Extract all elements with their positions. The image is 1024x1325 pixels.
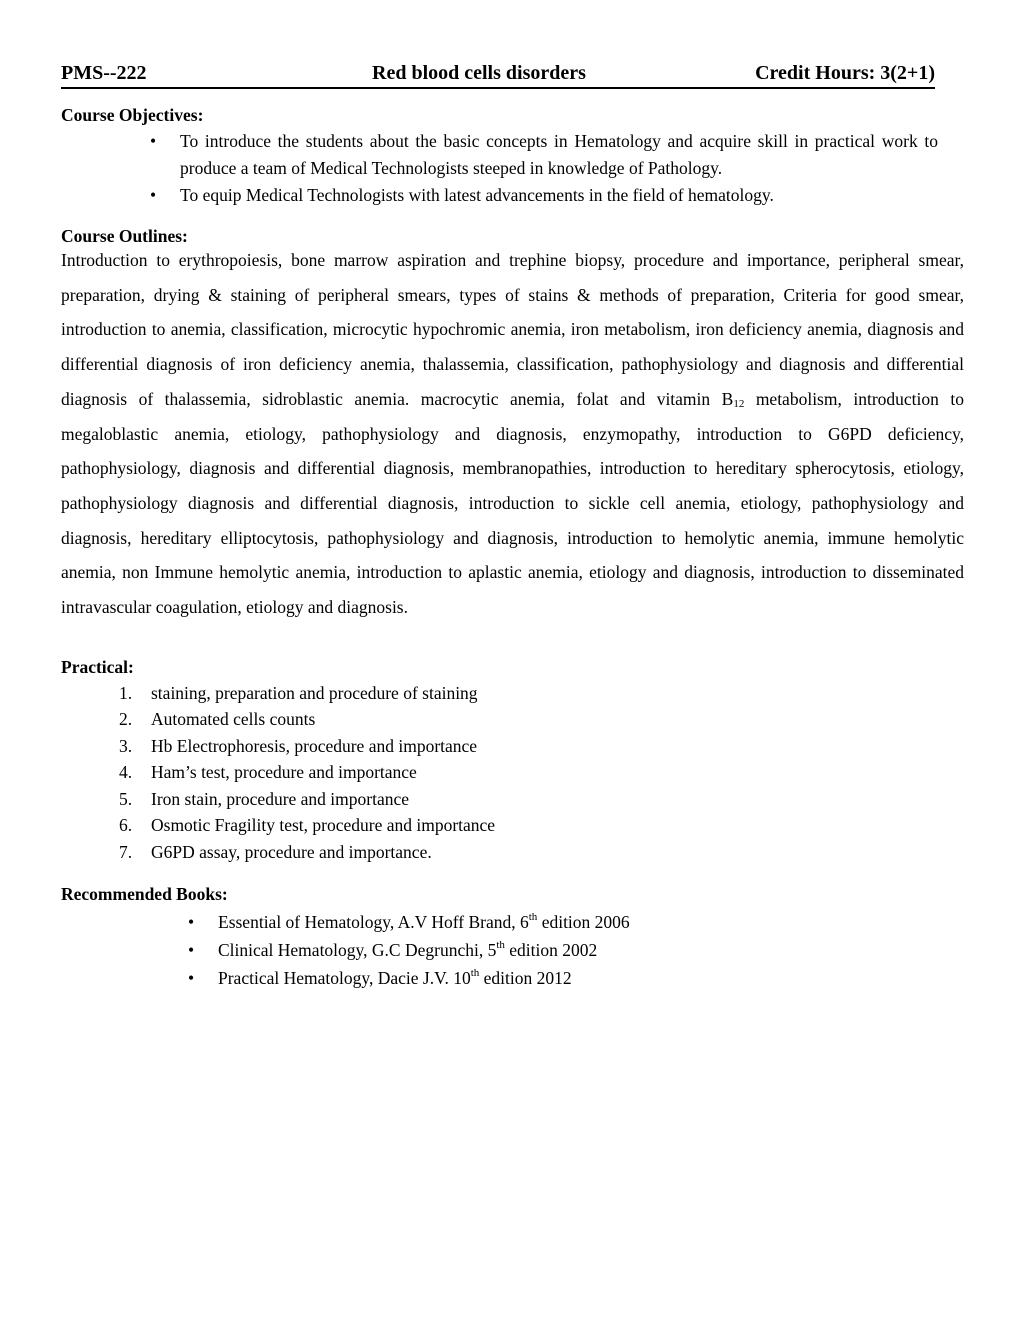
bullet-icon: •: [188, 968, 195, 989]
practical-text: G6PD assay, procedure and importance.: [151, 841, 432, 862]
outlines-heading: Course Outlines:: [61, 226, 188, 246]
books-heading: Recommended Books:: [61, 884, 228, 905]
edition-superscript: th: [470, 967, 480, 980]
outlines-text-part1: Introduction to erythropoiesis, bone marrow aspiration and trephine biopsy, procedure and importance, peripheral smear, preparation, drying & staining of peripheral smears, types of stains & methods of preparation, Criteria for good smear, introduction to anemia, classification, microcytic hypochromic anemia, iron metabolism, iron deficiency anemia, diagnosis and differential diagnosis of iron deficiency anemia, thalassemia, classification, pathophysiology and diagnosis and differential diagnosis of thalassemia, sidroblastic anemia. macrocytic anemia, folat and vitamin B: [61, 250, 964, 409]
practical-text: Iron stain, procedure and importance: [151, 788, 410, 809]
course-code: PMS--222: [61, 62, 147, 84]
practical-item: [119, 786, 964, 813]
practical-item: [119, 759, 964, 786]
book-edition: edition 2012: [479, 968, 572, 989]
item-number: 7.: [119, 841, 133, 862]
practical-text: Hb Electrophoresis, procedure and importance: [151, 735, 478, 756]
book-text: Essential of Hematology, A.V Hoff Brand, 6: [218, 912, 529, 933]
objective-text: To equip Medical Technologists with latest advancements in the field of hematology.: [180, 185, 774, 205]
practical-item: [119, 706, 964, 733]
book-item: [188, 964, 964, 992]
course-header: [61, 60, 935, 89]
objective-item: [150, 128, 938, 182]
book-text: Practical Hematology, Dacie J.V. 10: [218, 968, 471, 989]
objective-text: To introduce the students about the basic concepts in Hematology and acquire skill in practical work to produce a team of Medical Technologists steeped in knowledge of Pathology.: [180, 131, 938, 178]
course-document: [61, 60, 964, 992]
item-number: 2.: [119, 709, 133, 730]
item-number: 5.: [119, 788, 133, 809]
practical-section: [61, 656, 964, 866]
practical-item: [119, 812, 964, 839]
practical-item: [119, 733, 964, 760]
book-text: Clinical Hematology, G.C Degrunchi, 5: [218, 940, 497, 961]
books-section: [61, 883, 964, 992]
practical-text: Ham’s test, procedure and importance: [151, 762, 417, 783]
objectives-section: [61, 104, 964, 209]
item-number: 1.: [119, 682, 133, 703]
item-number: 6.: [119, 815, 133, 836]
outlines-text-part2: metabolism, introduction to megaloblastic anemia, etiology, pathophysiology and diagnosis, enzymopathy, introduction to G6PD deficiency, pathophysiology, diagnosis and differential diagnosis, membranopathies, introduction to hereditary spherocytosis, etiology, pathophysiology diagnosis and differential diagnosis, introduction to sickle cell anemia, etiology, pathophysiology and diagnosis, hereditary elliptocytosis, pathophysiology and diagnosis, introduction to hemolytic anemia, immune hemolytic anemia, non Immune hemolytic anemia, introduction to aplastic anemia, etiology and diagnosis, introduction to disseminated intravascular coagulation, etiology and diagnosis.: [61, 388, 964, 618]
book-item: [188, 936, 964, 964]
objectives-heading: Course Objectives:: [61, 105, 204, 125]
objectives-list: [150, 128, 938, 209]
practical-heading: Practical:: [61, 656, 134, 677]
course-title: Red blood cells disorders: [372, 62, 586, 84]
practical-list: [61, 680, 964, 866]
practical-text: Automated cells counts: [151, 709, 316, 730]
practical-item: [119, 680, 964, 707]
credit-hours: Credit Hours: 3(2+1): [755, 62, 935, 84]
practical-item: [119, 839, 964, 866]
item-number: 3.: [119, 735, 133, 756]
item-number: 4.: [119, 762, 133, 783]
practical-text: Osmotic Fragility test, procedure and importance: [151, 815, 496, 836]
book-edition: edition 2006: [537, 912, 630, 933]
edition-superscript: th: [496, 939, 505, 952]
practical-text: staining, preparation and procedure of staining: [151, 682, 478, 703]
vitamin-subscript: 12: [733, 397, 745, 410]
objective-item: [150, 182, 938, 209]
bullet-icon: •: [188, 940, 195, 961]
bullet-icon: •: [150, 131, 157, 151]
book-edition: edition 2002: [504, 940, 598, 961]
outlines-section: [61, 225, 964, 625]
outlines-paragraph: [61, 243, 964, 625]
bullet-icon: •: [188, 912, 195, 933]
book-item: [188, 908, 964, 936]
bullet-icon: •: [150, 185, 157, 205]
books-list: [188, 908, 964, 992]
edition-superscript: th: [528, 911, 538, 924]
